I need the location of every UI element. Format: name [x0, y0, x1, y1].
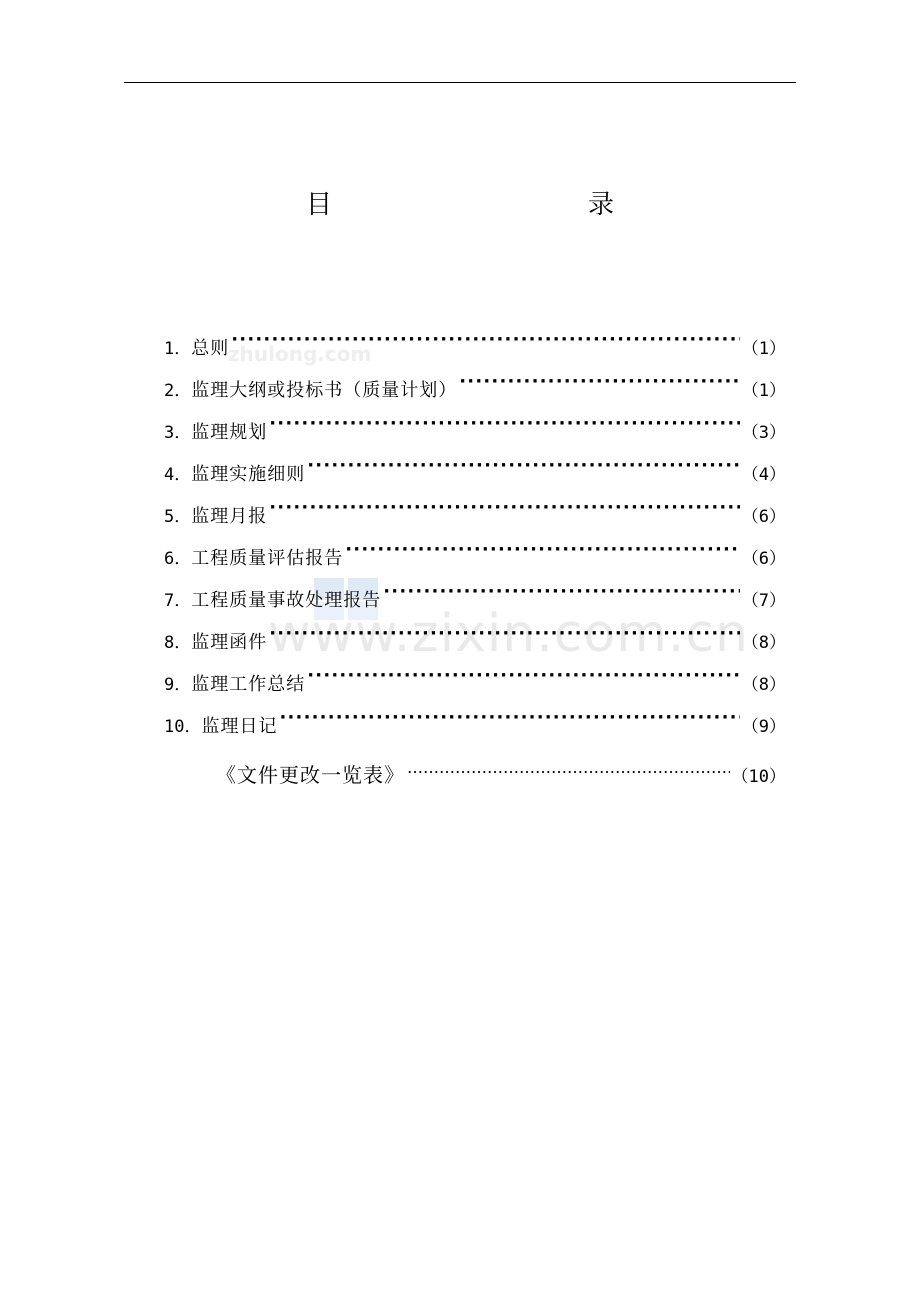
toc-entry-page: （4）	[741, 465, 786, 485]
toc-entry-appendix[interactable]	[164, 754, 786, 796]
toc-entry-page: （9）	[741, 717, 786, 737]
toc-entry-page: （1）	[741, 381, 786, 401]
toc-entry-number: 1．	[164, 339, 192, 359]
toc-leader-dots	[407, 754, 730, 782]
toc-entry-page: （10）	[731, 767, 786, 787]
toc-entry-number: 10．	[164, 717, 202, 737]
toc-entry-title: 监理大纲或投标书（质量计划）	[191, 380, 458, 401]
toc-entry-title: 工程质量事故处理报告	[191, 590, 382, 611]
toc-leader-dots	[383, 578, 740, 606]
toc-leader-dots	[307, 452, 740, 480]
toc-leader-dots	[345, 536, 740, 564]
toc-entry[interactable]	[164, 578, 786, 620]
toc-entry-number: 8．	[164, 633, 192, 653]
watermark-small: zhulong.com	[228, 342, 372, 366]
table-of-contents	[164, 326, 786, 796]
toc-entry-page: （6）	[741, 507, 786, 527]
toc-entry-title: 监理工作总结	[191, 674, 306, 695]
toc-entry[interactable]	[164, 452, 786, 494]
toc-entry[interactable]	[164, 536, 786, 578]
page-title: 目 录	[305, 190, 682, 220]
toc-entry-title: 《文件更改一览表》	[216, 763, 405, 787]
toc-leader-dots	[307, 662, 740, 690]
toc-entry-title: 监理规划	[191, 422, 268, 443]
header-rule	[124, 82, 796, 83]
toc-entry-number: 6．	[164, 549, 192, 569]
toc-leader-dots	[269, 494, 740, 522]
toc-entry-number: 9．	[164, 675, 192, 695]
toc-entry-page: （6）	[741, 549, 786, 569]
toc-entry[interactable]	[164, 662, 786, 704]
toc-entry-page: （8）	[741, 633, 786, 653]
toc-entry-number: 5．	[164, 507, 192, 527]
toc-entry-page: （1）	[741, 339, 786, 359]
toc-entry[interactable]	[164, 704, 786, 746]
toc-entry-title: 监理函件	[191, 632, 268, 653]
toc-entry[interactable]	[164, 410, 786, 452]
toc-entry-number: 7．	[164, 591, 192, 611]
watermark-large: www.zixin.com.cn	[268, 604, 749, 664]
toc-entry-title: 监理月报	[191, 506, 268, 527]
toc-entry-page: （3）	[741, 423, 786, 443]
toc-entry-title: 工程质量评估报告	[191, 548, 344, 569]
toc-entry-title: 监理日记	[201, 716, 278, 737]
toc-entry-number: 2．	[164, 381, 192, 401]
toc-entry-title: 总则	[191, 338, 230, 359]
toc-entry[interactable]	[164, 368, 786, 410]
toc-leader-dots	[269, 620, 740, 648]
toc-entry[interactable]	[164, 494, 786, 536]
toc-entry-page: （8）	[741, 675, 786, 695]
toc-entry[interactable]	[164, 326, 786, 368]
toc-leader-dots	[269, 410, 740, 438]
toc-leader-dots	[279, 704, 739, 732]
toc-leader-dots	[231, 326, 740, 354]
toc-leader-dots	[459, 368, 740, 396]
toc-entry-number: 3．	[164, 423, 192, 443]
toc-entry[interactable]	[164, 620, 786, 662]
toc-entry-number: 4．	[164, 465, 192, 485]
toc-entry-title: 监理实施细则	[191, 464, 306, 485]
toc-entry-page: （7）	[741, 591, 786, 611]
